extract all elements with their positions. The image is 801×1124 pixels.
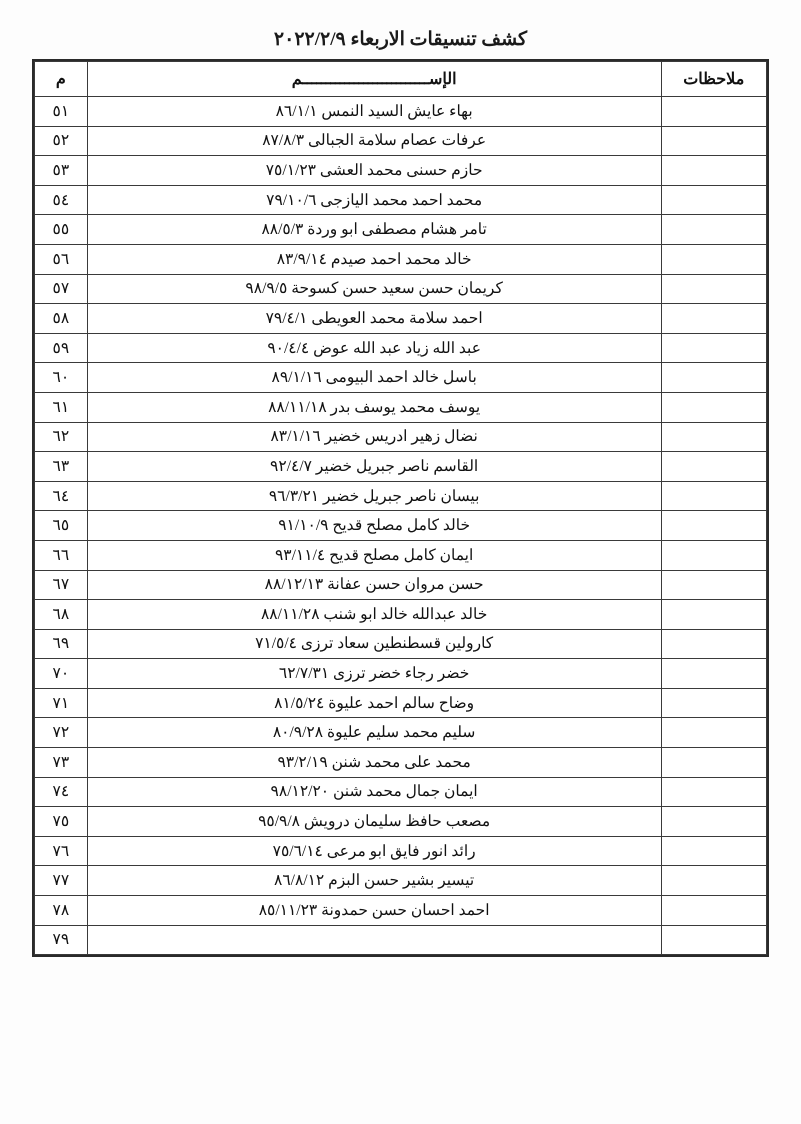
table-row [35,836,767,866]
cell-name: يوسف محمد يوسف بدر ٨٨/١١/١٨ [87,392,661,422]
cell-number: ٦٦ [35,540,88,570]
cell-number: ٥٦ [35,244,88,274]
table-row [35,363,767,393]
cell-notes [661,866,766,896]
cell-notes [661,304,766,334]
cell-name: القاسم ناصر جبريل خضير ٩٢/٤/٧ [87,452,661,482]
cell-notes [661,333,766,363]
table-row [35,215,767,245]
table-row [35,185,767,215]
cell-number: ٧٤ [35,777,88,807]
cell-number: ٦٩ [35,629,88,659]
cell-number: ٧١ [35,688,88,718]
cell-number: ٦٠ [35,363,88,393]
cell-name: ايمان كامل مصلح قديح ٩٣/١١/٤ [87,540,661,570]
table-row [35,244,767,274]
cell-number: ٧٠ [35,659,88,689]
table-row [35,659,767,689]
cell-notes [661,629,766,659]
table-row [35,688,767,718]
cell-number: ٥٥ [35,215,88,245]
cell-notes [661,215,766,245]
cell-number: ٧٥ [35,807,88,837]
cell-notes [661,363,766,393]
table-row [35,600,767,630]
cell-name: بهاء عايش السيد النمس ٨٦/١/١ [87,97,661,127]
cell-name: عبد الله زياد عبد الله عوض ٩٠/٤/٤ [87,333,661,363]
table-row [35,807,767,837]
cell-name: نضال زهير ادريس خضير ٨٣/١/١٦ [87,422,661,452]
cell-name: كارولين قسطنطين سعاد ترزى ٧١/٥/٤ [87,629,661,659]
column-header-number: م [35,62,88,97]
table-row [35,866,767,896]
cell-notes [661,274,766,304]
cell-notes [661,659,766,689]
cell-name: خالد محمد احمد صيدم ٨٣/٩/١٤ [87,244,661,274]
cell-number: ٦١ [35,392,88,422]
cell-name: خضر رجاء خضر ترزى ٦٢/٧/٣١ [87,659,661,689]
cell-number: ٧٢ [35,718,88,748]
cell-number: ٧٨ [35,896,88,926]
cell-number: ٦٨ [35,600,88,630]
cell-name: تامر هشام مصطفى ابو وردة ٨٨/٥/٣ [87,215,661,245]
table-row [35,748,767,778]
cell-notes [661,925,766,955]
cell-notes [661,452,766,482]
cell-name: خالد عبدالله خالد ابو شنب ٨٨/١١/٢٨ [87,600,661,630]
cell-name: عرفات عصام سلامة الجبالى ٨٧/٨/٣ [87,126,661,156]
table-row [35,629,767,659]
cell-name: احمد احسان حسن حمدونة ٨٥/١١/٢٣ [87,896,661,926]
table-row [35,570,767,600]
cell-notes [661,244,766,274]
cell-notes [661,392,766,422]
table-row [35,274,767,304]
cell-notes [661,836,766,866]
cell-number: ٥٢ [35,126,88,156]
coordination-table-container [32,59,769,957]
cell-notes [661,807,766,837]
table-row [35,925,767,955]
table-row [35,156,767,186]
cell-name [87,925,661,955]
cell-number: ٦٣ [35,452,88,482]
cell-number: ٥٩ [35,333,88,363]
cell-notes [661,97,766,127]
cell-notes [661,748,766,778]
cell-number: ٧٣ [35,748,88,778]
table-row [35,718,767,748]
cell-number: ٧٧ [35,866,88,896]
cell-number: ٥١ [35,97,88,127]
cell-name: كريمان حسن سعيد حسن كسوحة ٩٨/٩/٥ [87,274,661,304]
cell-notes [661,570,766,600]
page-title: كشف تنسيقات الاربعاء ٢٠٢٢/٢/٩ [273,29,528,50]
cell-name: حازم حسنى محمد العشى ٧٥/١/٢٣ [87,156,661,186]
cell-number: ٦٤ [35,481,88,511]
cell-name: مصعب حافظ سليمان درويش ٩٥/٩/٨ [87,807,661,837]
cell-notes [661,718,766,748]
coordination-table [34,61,767,955]
column-header-notes: ملاحظات [661,62,766,97]
cell-number: ٥٨ [35,304,88,334]
cell-number: ٥٣ [35,156,88,186]
cell-name: محمد على محمد شنن ٩٣/٢/١٩ [87,748,661,778]
column-header-name: الإســـــــــــــــــــــــــــم [87,62,661,97]
table-row [35,452,767,482]
cell-notes [661,126,766,156]
cell-notes [661,540,766,570]
table-row [35,511,767,541]
table-row [35,896,767,926]
cell-number: ٧٦ [35,836,88,866]
table-header [35,62,767,97]
cell-name: سليم محمد سليم عليوة ٨٠/٩/٢٨ [87,718,661,748]
cell-notes [661,511,766,541]
cell-name: بيسان ناصر جبريل خضير ٩٦/٣/٢١ [87,481,661,511]
cell-notes [661,688,766,718]
cell-name: وضاح سالم احمد عليوة ٨١/٥/٢٤ [87,688,661,718]
table-row [35,333,767,363]
cell-number: ٦٧ [35,570,88,600]
table-row [35,97,767,127]
table-row [35,777,767,807]
cell-name: حسن مروان حسن عفانة ٨٨/١٢/١٣ [87,570,661,600]
cell-name: محمد احمد محمد اليازجى ٧٩/١٠/٦ [87,185,661,215]
cell-notes [661,156,766,186]
cell-name: تيسير بشير حسن البزم ٨٦/٨/١٢ [87,866,661,896]
cell-number: ٧٩ [35,925,88,955]
cell-number: ٥٧ [35,274,88,304]
table-row [35,392,767,422]
cell-notes [661,185,766,215]
cell-name: خالد كامل مصلح قديح ٩١/١٠/٩ [87,511,661,541]
cell-number: ٥٤ [35,185,88,215]
cell-name: باسل خالد احمد البيومى ٨٩/١/١٦ [87,363,661,393]
cell-number: ٦٢ [35,422,88,452]
cell-name: احمد سلامة محمد العويطى ٧٩/٤/١ [87,304,661,334]
table-header-row [35,62,767,97]
cell-number: ٦٥ [35,511,88,541]
cell-name: ايمان جمال محمد شنن ٩٨/١٢/٢٠ [87,777,661,807]
cell-notes [661,896,766,926]
cell-notes [661,422,766,452]
table-body [35,97,767,955]
cell-name: رائد انور فايق ابو مرعى ٧٥/٦/١٤ [87,836,661,866]
table-row [35,304,767,334]
table-row [35,540,767,570]
table-row [35,422,767,452]
cell-notes [661,600,766,630]
table-row [35,481,767,511]
cell-notes [661,481,766,511]
table-row [35,126,767,156]
cell-notes [661,777,766,807]
